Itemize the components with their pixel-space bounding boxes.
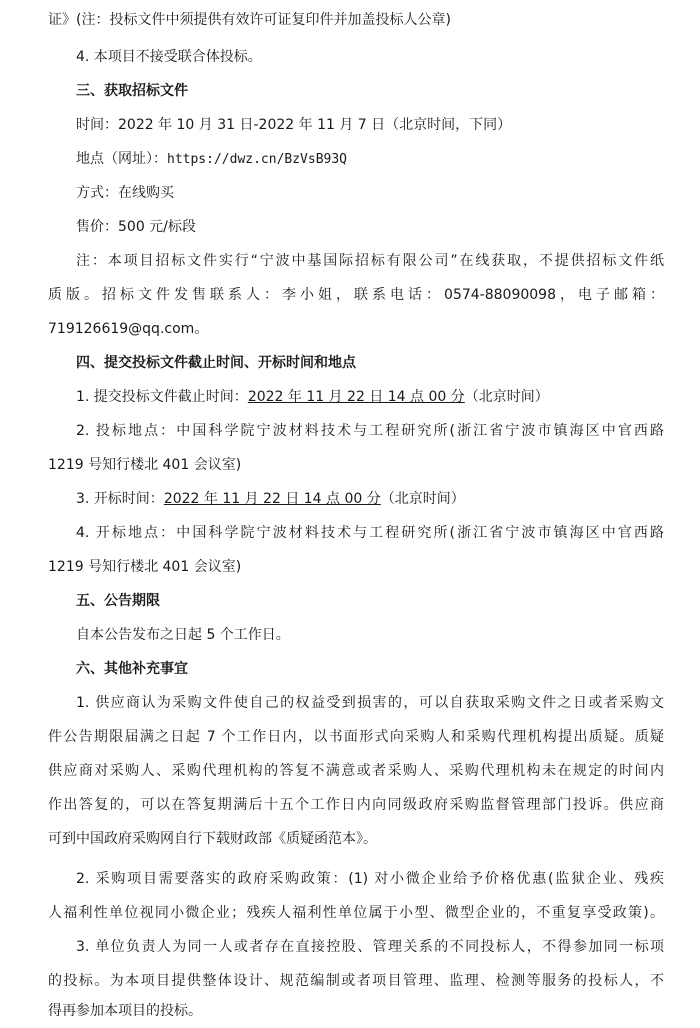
opening-date: 2022 年 11 月 22 日 14 点 00 分 [163,491,381,507]
text-line: 售价：500 元/标段 [76,219,196,235]
section-heading-6: 六、其他补充事宜 [76,661,188,677]
text-line: 人福利性单位视同小微企业；残疾人福利性单位属于小型、微型企业的，不重复享受政策)。 [48,905,664,921]
timezone-note: （北京时间） [464,389,549,405]
text-line: 3. 单位负责人为同一人或者存在直接控股、管理关系的不同投标人，不得参加同一标项 [76,939,664,955]
text-line: 1219 号知行楼北 401 会议室) [48,559,242,575]
text-line [76,380,664,414]
opening-label: 3. 开标时间： [76,491,164,507]
text-line: 可到中国政府采购网自行下载财政部《质疑函范本》。 [48,831,377,847]
text-line: 件公告期限届满之日起 7 个工作日内，以书面形式向采购人和采购代理机构提出质疑。质疑 [48,729,664,745]
text-line: 1219 号知行楼北 401 会议室) [48,457,242,473]
url-label: 地点（网址）： [76,151,167,167]
section-heading-4: 四、提交投标文件截止时间、开标时间和地点 [76,355,356,371]
email-text: 719126619@qq.com。 [48,321,209,337]
text-line [76,142,664,176]
text-line: 2. 投标地点：中国科学院宁波材料技术与工程研究所(浙江省宁波市镇海区中官西路 [76,423,664,439]
text-line [76,482,664,516]
text-line: 作出答复的，可以在答复期满后十五个工作日内向同级政府采购监督管理部门投诉。供应商 [48,797,664,813]
text-line: 时间：2022 年 10 月 31 日-2022 年 11 月 7 日（北京时间，下同） [76,117,512,133]
deadline-date: 2022 年 11 月 22 日 14 点 00 分 [247,389,465,405]
text-line: 4. 开标地点：中国科学院宁波材料技术与工程研究所(浙江省宁波市镇海区中官西路 [76,525,664,541]
text-line: 1. 供应商认为采购文件使自己的权益受到损害的，可以自获取采购文件之日或者采购文 [76,695,664,711]
section-heading-5: 五、公告期限 [76,593,160,609]
deadline-label: 1. 提交投标文件截止时间： [76,389,248,405]
text-line: 质版。招标文件发售联系人：李小姐，联系电话：0574-88090098，电子邮箱： [48,287,664,303]
text-line: 注：本项目招标文件实行“宁波中基国际招标有限公司”在线获取，不提供招标文件纸 [76,253,664,269]
text-line: 供应商对采购人、采购代理机构的答复不满意或者采购人、采购代理机构未在规定的时间内 [48,763,664,779]
text-line: 自本公告发布之日起 5 个工作日。 [76,627,290,643]
text-line: 的投标。为本项目提供整体设计、规范编制或者项目管理、监理、检测等服务的投标人，不 [48,973,664,989]
text-line: 2. 采购项目需要落实的政府采购政策：(1) 对小微企业给予价格优惠(监狱企业、残疾 [76,871,664,887]
text-line: 得再参加本项目的投标。 [48,1003,202,1019]
text-line: 方式：在线购买 [76,185,174,201]
text-line: 4. 本项目不接受联合体投标。 [76,49,262,65]
url-link[interactable]: https://dwz.cn/BzVsB93Q [167,152,348,167]
timezone-note: （北京时间） [380,491,465,507]
text-line: 证》(注：投标文件中须提供有效许可证复印件并加盖投标人公章) [48,12,451,28]
section-heading-3: 三、获取招标文件 [76,83,188,99]
